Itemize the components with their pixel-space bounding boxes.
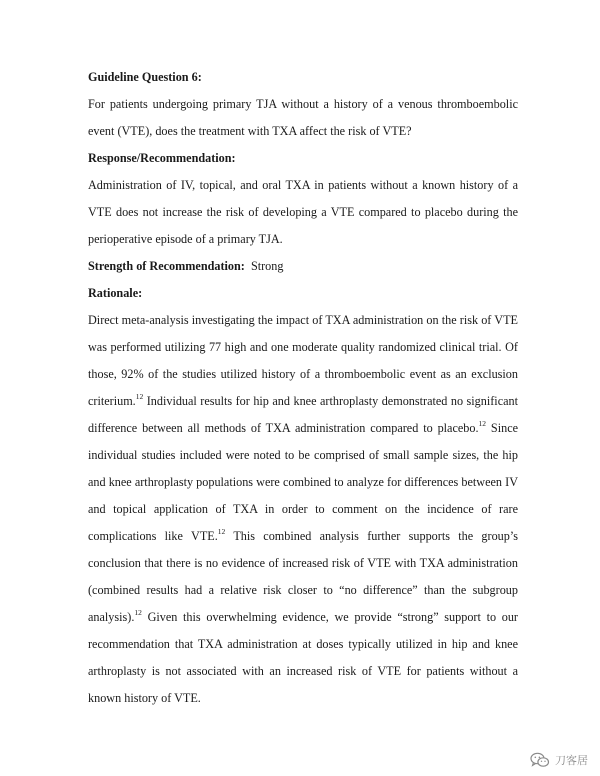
citation-superscript: 12: [135, 391, 144, 401]
watermark: [530, 752, 588, 768]
wechat-icon: [530, 752, 550, 768]
citation-superscript: 12: [134, 607, 142, 617]
question-heading: Guideline Question 6:: [88, 70, 202, 84]
rationale-segment: Direct meta-analysis investigating the impact of TXA administration on the risk of VTE was performed utilizing 77 high and one moderate quality randomized clinical trial. Of those, 92% of the studies utilized history of a thromboembolic event as an exclusion criterium.: [88, 313, 518, 408]
citation-superscript: 12: [217, 526, 226, 536]
response-text: Administration of IV, topical, and oral TXA in patients without a known history of a VTE does not increase the risk of developing a VTE compared to placebo during the perioperative episode of a primary TJA.: [88, 178, 518, 246]
strength-value: Strong: [250, 259, 284, 273]
rationale-heading: Rationale:: [88, 286, 143, 300]
question-text: For patients undergoing primary TJA without a history of a venous thromboembolic event (VTE), does the treatment with TXA affect the risk of VTE?: [88, 97, 518, 138]
strength-line: [88, 253, 518, 280]
watermark-text: 刀客居: [555, 754, 588, 767]
citation-superscript: 12: [478, 418, 487, 428]
response-heading: Response/Recommendation:: [88, 151, 236, 165]
rationale-segment: This combined analysis further supports the group’s conclusion that there is no evidence of increased risk of VTE with TXA administration (combined results had a relative risk closer to “no difference” than the subgroup analysis).: [88, 529, 518, 624]
rationale-text: [88, 307, 518, 712]
rationale-segment: Given this overwhelming evidence, we provide “strong” support to our recommendation that TXA administration at doses typically utilized in hip and knee arthroplasty is not associated with an increased risk of VTE for patients without a known history of VTE.: [88, 610, 518, 705]
rationale-segment: Individual results for hip and knee arthroplasty demonstrated no significant difference between all methods of TXA administration compared to placebo.: [88, 394, 518, 435]
rationale-segment: Since individual studies included were noted to be comprised of small sample sizes, the hip and knee arthroplasty populations were combined to analyze for differences between IV and topical application of TXA in order to comment on the incidence of rare complications like VTE.: [88, 421, 519, 543]
strength-label: Strength of Recommendation:: [88, 259, 245, 273]
document-page: [88, 64, 518, 712]
